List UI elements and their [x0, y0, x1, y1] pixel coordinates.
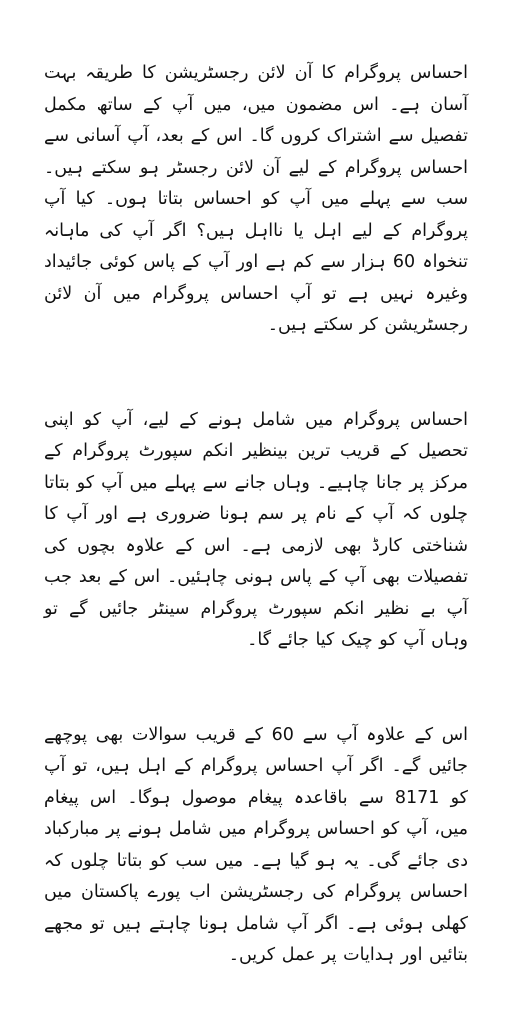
article-paragraph-1: احساس پروگرام کا آن لائن رجسٹریشن کا طریقہ بہت آسان ہے۔ اس مضمون میں، میں آپ کے ساتھ مکمل تفصیل سے اشتراک کروں گا۔ اس کے بعد، آپ آسانی سے احساس پروگرام کے لیے آن لائن رجسٹر ہو سکتے ہیں۔ سب سے پہلے میں آپ کو احساس بتاتا ہوں۔ کیا آپ پروگرام کے لیے اہل یا نااہل ہیں؟ اگر آپ کی ماہانہ تنخواہ 60 ہزار سے کم ہے اور آپ کے پاس کوئی جائیداد وغیرہ نہیں ہے تو آپ احساس پروگرام میں آن لائن رجسٹریشن کر سکتے ہیں۔: [44, 63, 468, 335]
article-paragraph-2: احساس پروگرام میں شامل ہونے کے لیے، آپ کو اپنی تحصیل کے قریب ترین بینظیر انکم سپورٹ پروگرام کے مرکز پر جانا چاہیے۔ وہاں جانے سے پہلے میں آپ کو بتاتا چلوں کہ آپ کے نام پر سم ہونا ضروری ہے اور آپ کا شناختی کارڈ بھی لازمی ہے۔ اس کے علاوہ بچوں کی تفصیلات بھی آپ کے پاس ہونی چاہئیں۔ اس کے بعد جب آپ بے نظیر انکم سپورٹ پروگرام سینٹر جائیں گے تو وہاں آپ کو چیک کیا جائے گا۔: [44, 409, 468, 650]
article-paragraph-3: اس کے علاوہ آپ سے 60 کے قریب سوالات بھی پوچھے جائیں گے۔ اگر آپ احساس پروگرام کے اہل ہیں، تو آپ کو 8171 سے باقاعدہ پیغام موصول ہوگا۔ اس پیغام میں، آپ کو احساس پروگرام میں شامل ہونے پر مبارکباد دی جائے گی۔ یہ ہو گیا ہے۔ میں سب کو بتاتا چلوں کہ احساس پروگرام کی رجسٹریشن اب پورے پاکستان میں کھلی ہوئی ہے۔ اگر آپ شامل ہونا چاہتے ہیں تو مجھے بتائیں اور ہدایات پر عمل کریں۔: [44, 724, 468, 965]
